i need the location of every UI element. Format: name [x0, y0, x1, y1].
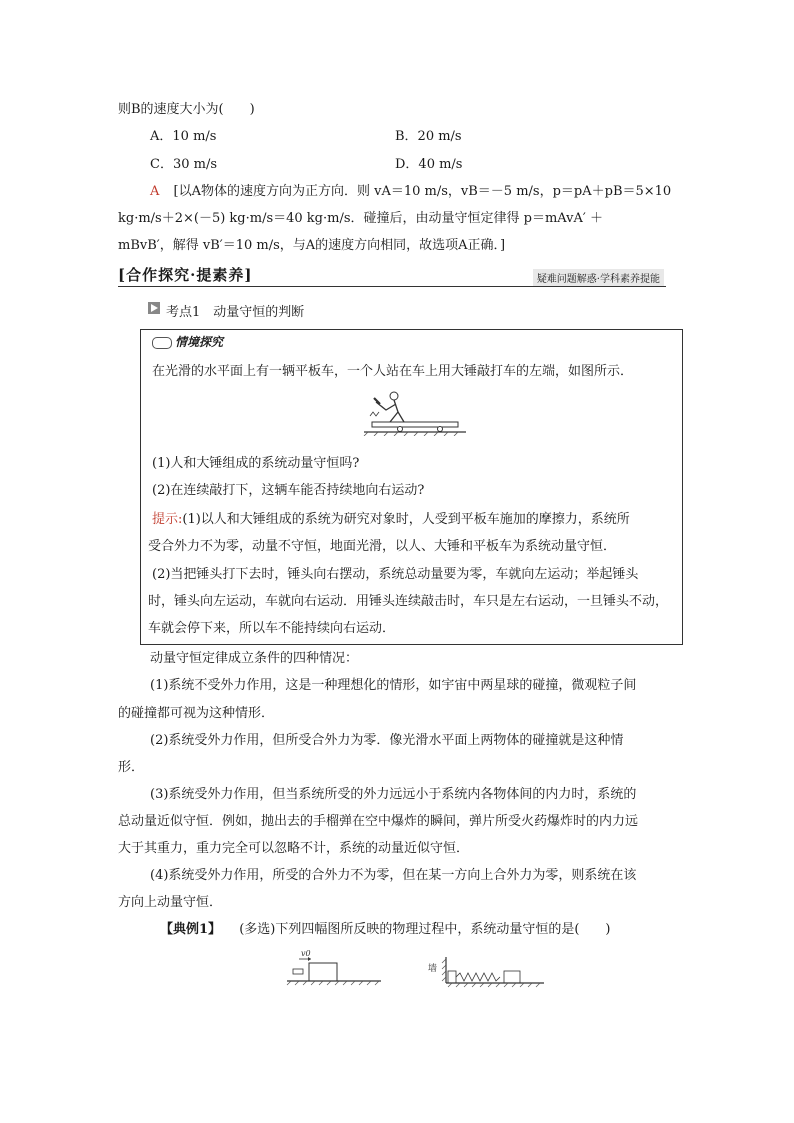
hint-line-3: (2)当把锤头打下去时，锤头向右摆动，系统总动量要为零，车就向左运动；举起锤头 — [152, 567, 639, 582]
question-stem: 则B的速度大小为( ) — [118, 102, 255, 117]
condition-2b: 形． — [118, 760, 145, 775]
cart-figure — [360, 390, 470, 436]
hint-line-4: 时，锤头向左运动，车就向右运动．用锤头连续敲击时，车只是左右运动，一旦锤头不动， — [148, 594, 669, 609]
scenario-q2: (2)在连续敲打下，这辆车能否持续地向右运动? — [152, 483, 425, 498]
condition-4b: 方向上动量守恒． — [118, 895, 223, 910]
hint-line-1: 提示:(1)以人和大锤组成的系统为研究对象时，人受到平板车施加的摩擦力，系统所 — [152, 512, 630, 527]
play-icon — [148, 302, 160, 314]
answer-letter: A — [150, 184, 160, 199]
example-tag: 【典例1】 — [160, 922, 222, 937]
answer-line-3: mBvB′，解得 vB′＝10 m/s，与A的速度方向相同，故选项A正确．] — [118, 238, 506, 253]
condition-4a: (4)系统受外力作用，所受的合外力不为零，但在某一方向上合外力为零，则系统在该 — [150, 868, 637, 883]
scenario-tag-icon — [152, 337, 172, 349]
scenario-tag: 情境探究 — [152, 333, 223, 350]
example-line — [160, 918, 610, 937]
section-header — [118, 262, 666, 287]
fig1-label: v0 — [301, 949, 311, 958]
condition-3c: 大于其重力，重力完全可以忽略不计，系统的动量近似守恒． — [118, 841, 470, 856]
figure-wall-spring — [428, 955, 548, 991]
section-title: [合作探究·提素养] — [118, 266, 253, 284]
option-b: B．20 m/s — [395, 129, 462, 144]
condition-3a: (3)系统受外力作用，但当系统所受的外力远远小于系统内各物体间的内力时，系统的 — [150, 787, 637, 802]
condition-1b: 的碰撞都可视为这种情形． — [118, 706, 275, 721]
hint-line-2: 受合外力不为零，动量不守恒，地面光滑，以人、大锤和平板车为系统动量守恒． — [148, 539, 617, 554]
scenario-text: 在光滑的水平面上有一辆平板车，一个人站在车上用大锤敲打车的左端，如图所示． — [152, 364, 634, 379]
condition-1a: (1)系统不受外力作用，这是一种理想化的情形，如宇宙中两星球的碰撞，微观粒子间 — [150, 678, 637, 693]
hint-line-5: 车就会停下来，所以车不能持续向右运动． — [148, 621, 396, 636]
conditions-heading: 动量守恒定律成立条件的四种情况： — [150, 651, 359, 666]
condition-3b: 总动量近似守恒．例如，抛出去的手榴弹在空中爆炸的瞬间，弹片所受火药爆炸时的内力远 — [118, 814, 639, 829]
option-d: D．40 m/s — [395, 157, 463, 172]
topic-label: 考点1 动量守恒的判断 — [166, 305, 305, 320]
answer-text-1: [以A物体的速度方向为正方向．则 vA＝10 m/s，vB＝－5 m/s，p＝pA＋pB＝5×10 — [173, 184, 672, 199]
option-a: A．10 m/s — [150, 129, 217, 144]
figure-bullet-block — [285, 945, 385, 989]
option-c: C．30 m/s — [150, 157, 217, 172]
example-text: (多选)下列四幅图所反映的物理过程中，系统动量守恒的是( ) — [239, 922, 611, 937]
hint-label: 提示: — [152, 512, 183, 527]
condition-2a: (2)系统受外力作用，但所受合外力为零．像光滑水平面上两物体的碰撞就是这种情 — [150, 733, 624, 748]
fig2-label: 墙 — [428, 964, 438, 974]
section-subtitle: 疑难问题解惑·学科素养提能 — [533, 269, 664, 286]
answer-line-2: kg·m/s＋2×(－5) kg·m/s＝40 kg·m/s．碰撞后，由动量守恒定律得 p＝mAvA′ ＋ — [118, 211, 603, 226]
answer-line-1 — [150, 180, 671, 199]
scenario-q1: (1)人和大锤组成的系统动量守恒吗? — [152, 456, 360, 471]
